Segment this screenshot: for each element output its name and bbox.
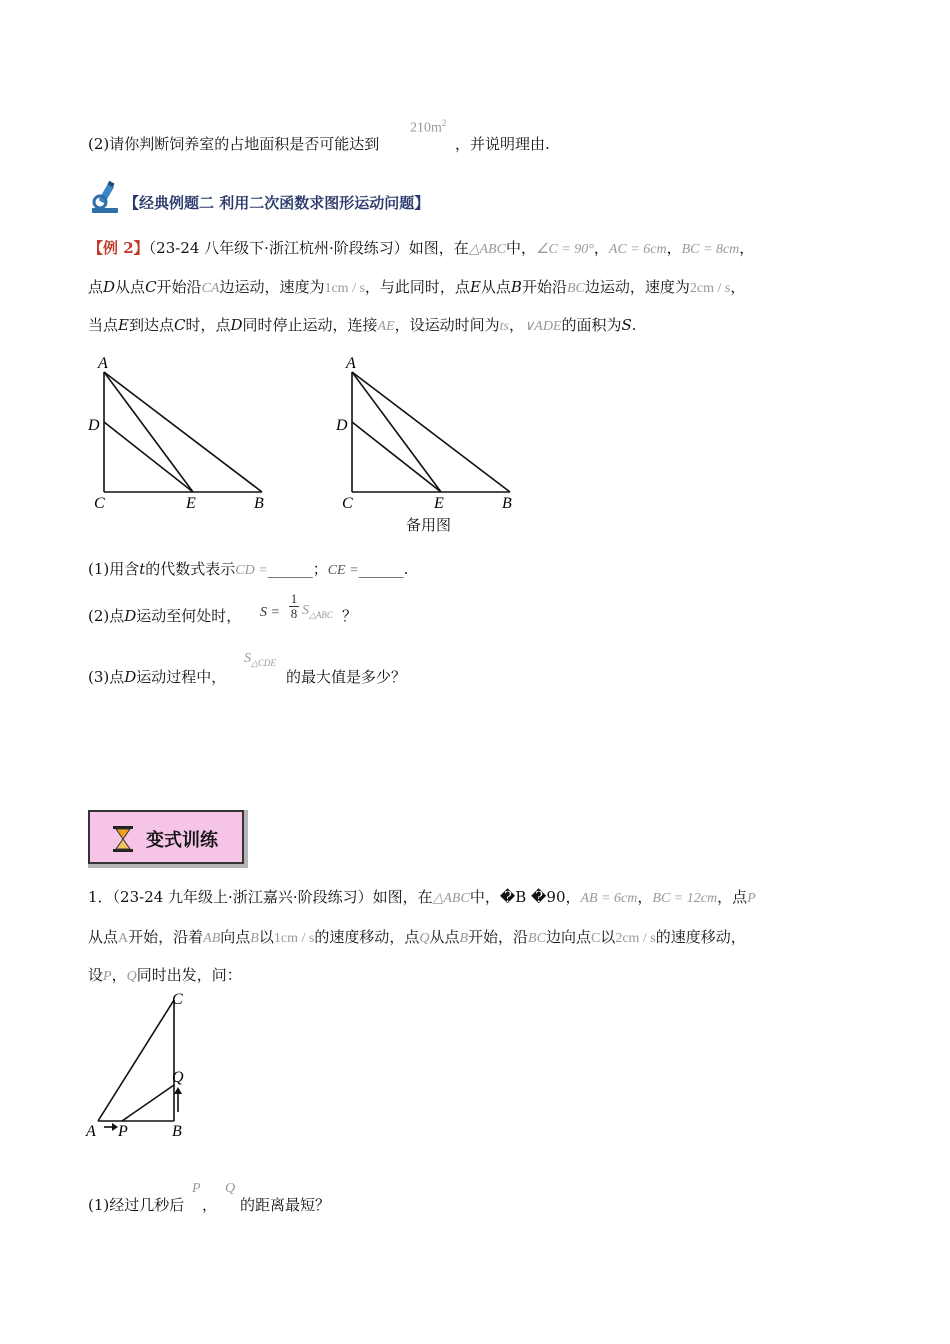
question-3: (3)点D运动过程中， bbox=[88, 668, 227, 686]
practice-q1-tail: 的距离最短？ bbox=[240, 1196, 331, 1214]
label-A: A bbox=[86, 1123, 96, 1140]
variant-training-badge bbox=[88, 810, 248, 868]
q2-question-mark: ？ bbox=[342, 607, 358, 625]
label-C: C bbox=[94, 495, 105, 512]
area-value: $210m^2$ bbox=[410, 118, 447, 136]
prev-question-tail: ，并说明理由. bbox=[455, 135, 550, 153]
example-line-3: 当点E到达点C时，点D同时停止运动，连接AE，设运动时间为ts，∨ADE的面积为S. bbox=[88, 316, 637, 334]
question-1: (1)用含t的代数式表示CD =______；CE =______. bbox=[88, 560, 409, 578]
q2-s-abc: $S_{\triangle ABC}$ bbox=[302, 603, 333, 620]
section-heading: 【经典例题二 利用二次函数求图形运动问题】 bbox=[124, 194, 430, 212]
figure-triangle-main bbox=[80, 350, 280, 520]
q2-fraction: 1 8 bbox=[290, 591, 298, 621]
practice-q1-Q: Q bbox=[225, 1181, 236, 1196]
hourglass-icon bbox=[112, 826, 134, 852]
q3-s-cde: $S_{\triangle CDE}$ bbox=[244, 651, 276, 668]
label-A: A bbox=[98, 355, 108, 372]
question-3-tail: 的最大值是多少？ bbox=[286, 668, 407, 686]
practice-line-2: 从点A开始，沿着AB向点B以1cm / s的速度移动，点Q从点B开始，沿BC边向点C以2cm / s的速度移动， bbox=[88, 928, 746, 946]
label-B: B bbox=[254, 495, 264, 512]
figure-triangle-spare bbox=[328, 350, 528, 520]
label-D: D bbox=[88, 417, 100, 434]
practice-line-3: 设P，Q同时出发，问： bbox=[88, 966, 242, 984]
label-C: C bbox=[342, 495, 353, 512]
practice-question-1: (1)经过几秒后 bbox=[88, 1196, 185, 1214]
label-D: D bbox=[336, 417, 348, 434]
q2-s-equals: S = bbox=[260, 605, 280, 620]
example-line-1: 【例 2】（23-24 八年级下·浙江杭州·阶段练习）如图，在△ABC中，∠C = 90°，AC = 6cm，BC = 8cm， bbox=[88, 239, 755, 257]
label-Q: Q bbox=[172, 1069, 184, 1086]
label-B: B bbox=[502, 495, 512, 512]
practice-q1-comma: ， bbox=[202, 1196, 218, 1214]
badge-label: 变式训练 bbox=[146, 830, 218, 851]
label-C: C bbox=[172, 991, 183, 1008]
label-P: P bbox=[118, 1123, 128, 1140]
label-A: A bbox=[346, 355, 356, 372]
example-line-2: 点D从点C开始沿CA边运动，速度为1cm / s，与此同时，点E从点B开始沿BC边运动，速度为2cm / s， bbox=[88, 278, 746, 296]
microscope-icon bbox=[88, 180, 124, 216]
spare-figure-caption: 备用图 bbox=[406, 516, 452, 534]
question-2: (2)点D运动至何处时， bbox=[88, 607, 242, 625]
practice-q1-P: P bbox=[192, 1181, 201, 1196]
prev-question: (2)请你判断饲养室的占地面积是否可能达到 bbox=[88, 135, 380, 153]
figure-practice-triangle bbox=[84, 988, 204, 1144]
label-E: E bbox=[186, 495, 196, 512]
practice-line-1: 1．（23-24 九年级上·浙江嘉兴·阶段练习）如图，在△ABC中，�B �90，AB = 6cm，BC = 12cm，点P bbox=[88, 888, 756, 906]
label-B: B bbox=[172, 1123, 182, 1140]
label-E: E bbox=[434, 495, 444, 512]
